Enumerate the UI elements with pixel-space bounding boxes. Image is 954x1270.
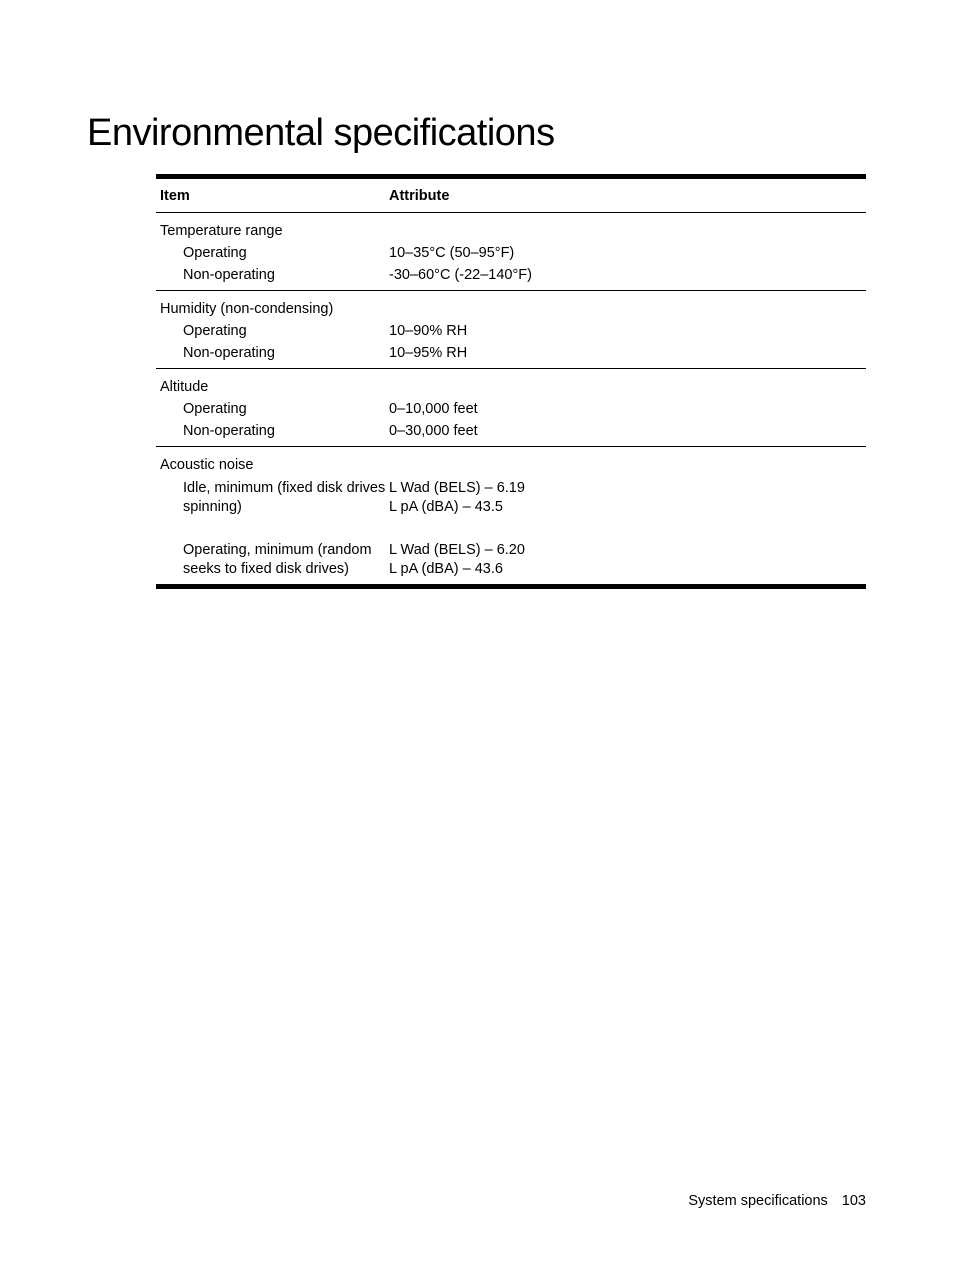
header-item: Item [160, 187, 190, 204]
row-item: Operating [183, 401, 247, 417]
row-value [389, 541, 866, 579]
page-footer [688, 1193, 866, 1209]
row-item: Non-operating [183, 267, 275, 283]
section-title: Humidity (non-condensing) [160, 301, 334, 317]
row-item: Idle, minimum (fixed disk drives spinning) [183, 480, 386, 515]
footer-section-title: System specifications [688, 1193, 828, 1209]
row-value: 0–30,000 feet [389, 423, 478, 439]
sound-power-value: L Wad (BELS) – 6.19 [389, 480, 525, 496]
row-item: Non-operating [183, 423, 275, 439]
row-value [389, 479, 866, 517]
page-number: 103 [841, 1193, 866, 1209]
row-value: 10–35°C (50–95°F) [389, 245, 515, 261]
table-row [156, 420, 866, 442]
row-item: Non-operating [183, 345, 275, 361]
table-row [156, 320, 866, 342]
section-title: Altitude [160, 379, 209, 395]
temperature-section [156, 213, 866, 291]
table-row [156, 342, 866, 364]
table-row [156, 398, 866, 420]
sound-pressure-value: L pA (dBA) – 43.5 [389, 499, 503, 515]
table-row [156, 479, 866, 517]
table-row [156, 541, 866, 579]
specifications-table [156, 174, 866, 589]
table-row [156, 264, 866, 286]
row-item: Operating [183, 245, 247, 261]
row-value: 0–10,000 feet [389, 401, 478, 417]
sound-pressure-value: L pA (dBA) – 43.6 [389, 561, 503, 577]
section-title: Acoustic noise [160, 457, 254, 473]
section-title: Temperature range [160, 223, 283, 239]
table-header [156, 179, 866, 213]
sound-power-value: L Wad (BELS) – 6.20 [389, 542, 525, 558]
acoustic-section [156, 447, 866, 584]
table-row [156, 242, 866, 264]
row-value: -30–60°C (-22–140°F) [389, 267, 532, 283]
row-value: 10–90% RH [389, 323, 468, 339]
row-item: Operating [183, 323, 247, 339]
humidity-section [156, 291, 866, 369]
row-item: Operating, minimum (random seeks to fixed disk drives) [183, 542, 372, 577]
header-attribute: Attribute [389, 187, 450, 204]
page-title: Environmental specifications [87, 112, 555, 154]
altitude-section [156, 369, 866, 447]
row-value: 10–95% RH [389, 345, 468, 361]
